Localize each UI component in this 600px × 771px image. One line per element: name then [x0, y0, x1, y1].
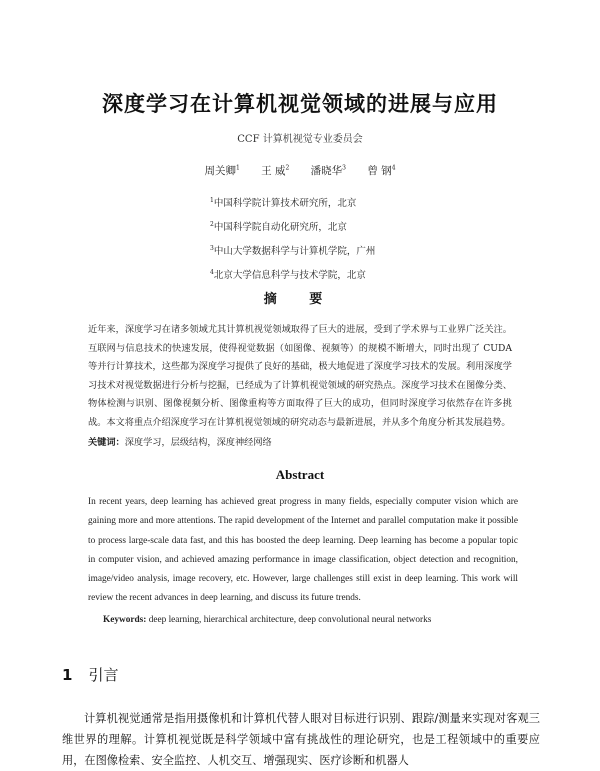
- section-number: 1: [62, 666, 73, 684]
- section-heading: [62, 664, 118, 685]
- affiliation-sup: 3: [210, 245, 214, 253]
- section-title: 引言: [88, 666, 119, 684]
- author-name: 王 威: [261, 165, 286, 177]
- author: [367, 165, 395, 177]
- abstract-english: In recent years, deep learning has achieved great progress in many fields, especially computer vision which are gaining more and more attentions. The rapid development of the Internet and parallel computation make it possible to process large-scale data fast, and this has boosted the deep learning. Deep learning has become a popular topic in computer vision, and achieved amazing performance in image classification, object detection and recognition, image/video analysis, image recovery, etc. However, large challenges still exist in deep learning. This work will review the recent advances in deep learning, and discuss its future trends.: [88, 497, 518, 604]
- affiliation: [210, 262, 510, 286]
- keywords-text: deep learning, hierarchical architecture, deep convolutional neural networks: [148, 615, 432, 625]
- keywords-chinese: [88, 434, 518, 448]
- affiliation-sup: 4: [210, 269, 214, 277]
- author-name: 周关卿: [204, 165, 236, 177]
- abstract-english-heading: Abstract: [275, 467, 325, 482]
- affiliation-sup: 1: [210, 197, 214, 204]
- author: [311, 165, 346, 177]
- abstract-heading: 摘 要: [263, 292, 337, 307]
- affiliation: [210, 238, 510, 262]
- author-list: [0, 163, 600, 178]
- affiliation-text: 中山大学数据科学与计算机学院，广州: [213, 246, 376, 258]
- committee-line: CCF 计算机视觉专业委员会: [237, 134, 363, 145]
- author: [261, 165, 289, 177]
- affiliation-sup: 2: [210, 221, 214, 229]
- affiliation-text: 中国科学院自动化研究所，北京: [213, 222, 347, 234]
- author: [204, 165, 239, 177]
- author-sup: 2: [285, 164, 290, 172]
- abstract-chinese: 近年来，深度学习在诸多领域尤其计算机视觉领域取得了巨大的进展，受到了学术界与工业界广泛关注。互联网与信息技术的快速发展，使得视觉数据（如图像、视频等）的规模不断增大，同时出现了 CUDA 等并行计算技术，这些都为深度学习提供了良好的基础，极大地促进了深度学习技术的发展。利用深度学习技术对视觉数据进行分析与挖掘，已经成为了计算机视觉领域的研究热点。深度学习技术在图像分类、物体检测与识别、图像视频分析、图像重构等方面取得了巨大的成功，但同时深度学习依然存在许多挑战。本文将重点介绍深度学习在计算机视觉领域的研究动态与最新进展，并从多个角度分析其发展趋势。: [88, 324, 512, 428]
- author-sup: 4: [391, 164, 396, 172]
- affiliation-text: 北京大学信息科学与技术学院，北京: [213, 270, 366, 282]
- author-name: 曾 钢: [367, 165, 392, 177]
- author-name: 潘晓华: [310, 165, 343, 177]
- author-sup: 1: [235, 164, 240, 172]
- affiliation: [210, 190, 510, 214]
- keywords-label: Keywords:: [103, 615, 147, 625]
- keywords-english: [103, 615, 523, 625]
- paper-title: 深度学习在计算机视觉领域的进展与应用: [102, 92, 498, 116]
- affiliation: [210, 214, 510, 238]
- keywords-text: 深度学习，层级结构，深度神经网络: [124, 437, 272, 448]
- affiliation-list: [210, 190, 510, 287]
- affiliation-text: 中国科学院计算技术研究所，北京: [213, 198, 357, 210]
- author-sup: 3: [342, 164, 346, 172]
- keywords-label: 关键词：: [88, 437, 125, 448]
- body-paragraph: 计算机视觉通常是指用摄像机和计算机代替人眼对目标进行识别、跟踪/测量来实现对客观三维世界的理解。计算机视觉既是科学领域中富有挑战性的理论研究，也是工程领域中的重要应用，在图像检索、安全监控、人机交互、增强现实、医疗诊断和机器人: [62, 712, 540, 767]
